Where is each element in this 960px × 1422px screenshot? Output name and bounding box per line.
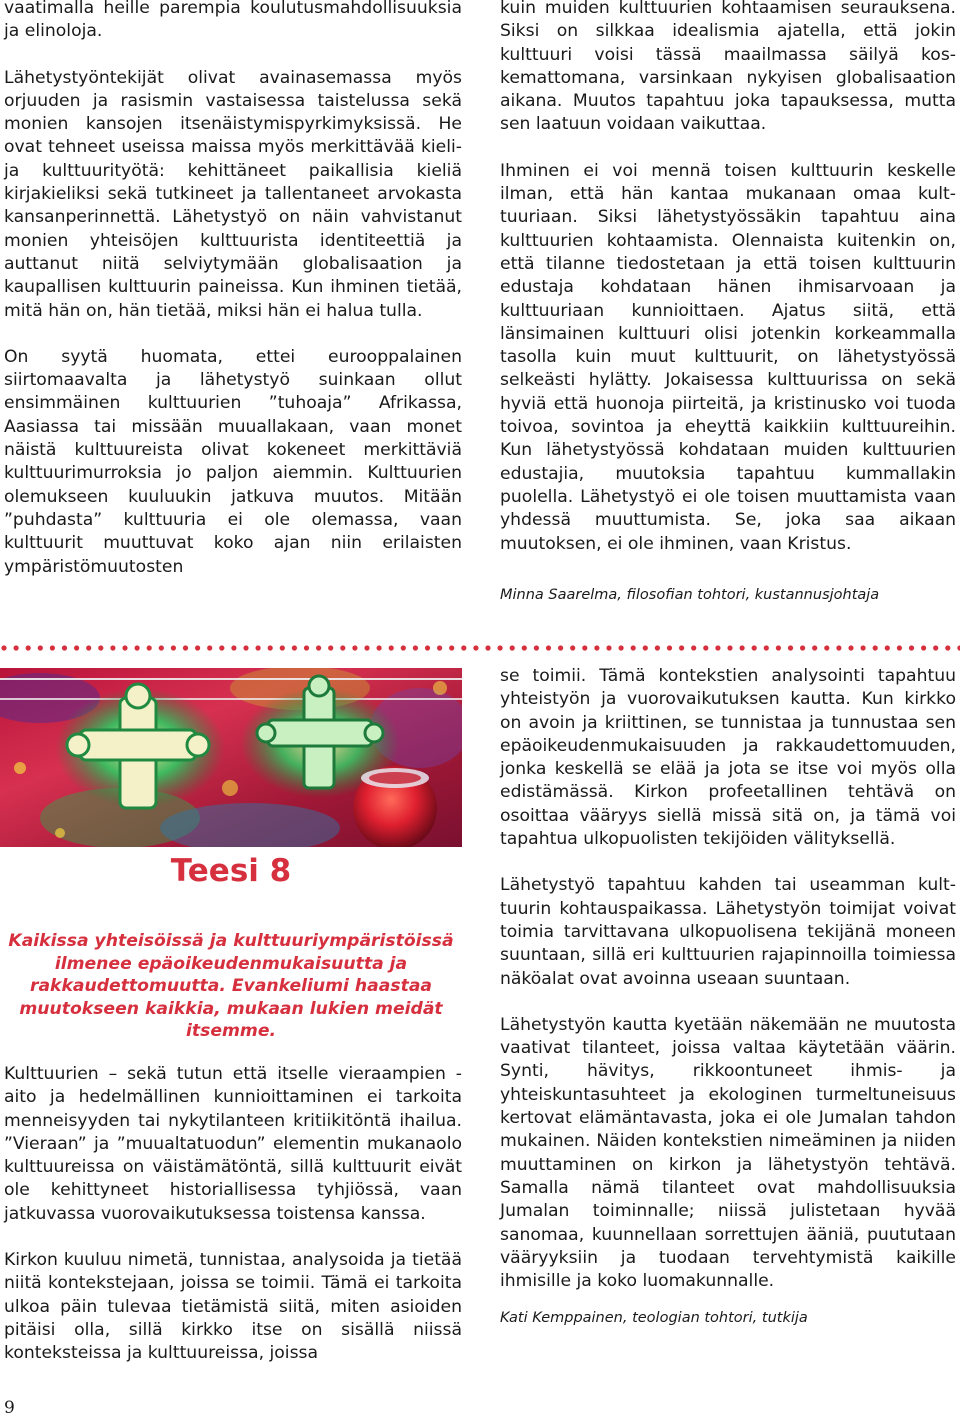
divider-dot xyxy=(243,645,248,650)
divider-dot xyxy=(74,645,79,650)
divider-dot xyxy=(377,645,382,650)
divider-dot xyxy=(425,645,430,650)
divider-dot xyxy=(231,645,236,650)
divider-dot xyxy=(352,645,357,650)
divider-dot xyxy=(897,645,902,650)
divider-dot xyxy=(534,645,539,650)
paragraph: Kulttuurien – sekä tutun että itselle vieraampien - aito ja hedelmällinen kunnioittaminen ei tarkoita menneisyyden tai nykytilanteen kritiikitöntä ihailua. ”Vieraan” ja ”muualtatuodun” elementin mukanaolo kulttuureissa on väistämätöntä, sillä kulttuurit eivät ole kehittyneet historiallisessa tyhjiössä, vaan jatkuvassa vuorovaikutuksessa toistensa kanssa. xyxy=(4,1064,462,1224)
divider-dot xyxy=(945,645,950,650)
divider-dot xyxy=(26,645,31,650)
divider-dot xyxy=(921,645,926,650)
divider-dot xyxy=(788,645,793,650)
divider-dot xyxy=(546,645,551,650)
divider-dot xyxy=(38,645,43,650)
divider-dot xyxy=(316,645,321,650)
divider-dot xyxy=(292,645,297,650)
paragraph: Ihminen ei voi mennä toisen kulttuurin keskelle ilman, että hän kantaa mukanaan omaa kulttuuriaan. Siksi lähetystyössäkin tapahtuu aina kulttuurien kohtaamista. Olennaista kuitenkin on, että tilanne tiedostetaan ja että toisen kulttuurin edustaja kohdataan hänen ihmisarvoaan ja kulttuuriaan kunnioittaen. Ajatus siitä, että länsimainen kulttuuri olisi jotenkin korkeammalla tasolla kuin muut kulttuurit, on lähetystyössä selkeästi hylätty. Jokaisessa kulttuurissa on sekä hyviä että huonoja piirteitä, ja kristinusko voi tuoda toivoa, sovintoa ja eheyttä kaikkiin kulttuureihin. Kun lähetystyössä kohdataan muiden kulttuurien edustajia, muutoksia tapahtuu kummallakin puolella. Lähetystyö ei ole toisen muuttamista vaan yhdessä muuttumista. Se, joka saa aikaan muutoksen, ei ole ihminen, vaan Kristus. xyxy=(500,160,956,554)
divider-dot xyxy=(473,645,478,650)
divider-dot xyxy=(848,645,853,650)
divider-dot xyxy=(461,645,466,650)
thesis-text: Kaikissa yhteisöissä ja kulttuuriympäristöissä ilmenee epäoikeudenmukaisuutta ja rakkaudettomuutta. Evankeliumi haastaa muutokseen kaikkia, mukaan lukien meidät itsemme. xyxy=(8,931,454,1041)
divider-dot xyxy=(62,645,67,650)
divider-dot xyxy=(413,645,418,650)
signature: Kati Kemppainen, teologian tohtori, tutkija xyxy=(500,1310,808,1327)
divider-dot xyxy=(679,645,684,650)
divider-dot xyxy=(691,645,696,650)
paragraph: Lähetystyön kautta kyetään näkemään ne muutosta vaativat tilanteet, joissa valtaa käytetään väärin. Synti, hävitys, rikkoontuneet ihmis- ja yhteiskuntasuhteet ja ekologinen turmeltuneisuus kertovat elämäntavasta, joka ei ole Jumalan tahdon mukainen. Näiden kontekstien nimeäminen ja niiden muuttaminen on kirkon ja lähetystyön tehtävä. Samalla nämä tilanteet ovat mahdollisuuksia Jumalan toiminnalle; niissä julistetaan hyvää sanomaa, kuunnellaan sorrettujen ääniä, puututaan vääryyksiin ja tuodaan tervehtymistä kaikille ihmisille ja koko luomakunnalle. xyxy=(500,1014,956,1292)
divider-dot xyxy=(800,645,805,650)
divider-dot xyxy=(207,645,212,650)
divider-dot xyxy=(389,645,394,650)
divider-dot xyxy=(861,645,866,650)
divider-dot xyxy=(812,645,817,650)
thesis-title: Teesi 8 xyxy=(170,853,292,889)
divider-dot xyxy=(643,645,648,650)
divider-dot xyxy=(619,645,624,650)
divider-dot xyxy=(498,645,503,650)
right-bottom-column xyxy=(500,665,956,1351)
paragraph: vaatimalla heille parempia koulutusmahdollisuuksia ja elinoloja. xyxy=(4,0,462,42)
divider-dot xyxy=(304,645,309,650)
divider-dot xyxy=(135,645,140,650)
divider-dot xyxy=(449,645,454,650)
divider-dot xyxy=(159,645,164,650)
left-bottom-column xyxy=(4,1063,462,1366)
divider-dot xyxy=(703,645,708,650)
signature: Minna Saarelma, filosofian tohtori, kustannusjohtaja xyxy=(500,586,880,603)
divider-dot xyxy=(122,645,127,650)
divider-dot xyxy=(764,645,769,650)
divider-dot xyxy=(558,645,563,650)
paragraph: se toimii. Tämä kontekstien analysointi tapahtuu yhteistyön ja vuorovaikutuksen kautta. Kun kirkko on avoin ja kriittinen, se tunnistaa ja tunnustaa sen epäoikeudenmukaisuuden ja rakkaudettomuuden, jonka keskellä se elää ja jota se itse voi myös olla edistämässä. Kirkon profeetallinen tehtävä on osoittaa vääryys siellä missä sitä on, ja tämä voi tapahtua ulkopuolisten tekijöiden välityksellä. xyxy=(500,666,956,850)
divider-dot xyxy=(570,645,575,650)
divider-dot xyxy=(933,645,938,650)
divider-dot xyxy=(510,645,515,650)
divider-dot xyxy=(655,645,660,650)
divider-dot xyxy=(582,645,587,650)
divider-dot xyxy=(110,645,115,650)
left-top-column xyxy=(4,0,462,579)
divider-dot xyxy=(824,645,829,650)
divider-dot xyxy=(631,645,636,650)
divider-dot xyxy=(606,645,611,650)
divider-dot xyxy=(873,645,878,650)
divider-dot xyxy=(1,645,6,650)
paragraph: On syytä huomata, ettei eurooppalainen siirtomaavalta ja lähetystyö suinkaan ollut ensimmäinen kulttuurien ”tuhoaja” Afrikassa, Aasiassa tai missään muuallakaan, vaan monet näistä kulttuureista olivat kokeneet merkittäviä kulttuurimurroksia jo paljon aiemmin. Kulttuurien olemukseen kuuluukin jatkuva muutos. Mitään ”puhdasta” kulttuuria ei ole olemassa, vaan kulttuurit muuttuvat koko ajan niin erilaisten ympäristömuutosten xyxy=(4,346,462,577)
divider-dot xyxy=(437,645,442,650)
divider-dot xyxy=(885,645,890,650)
right-top-column xyxy=(500,0,956,628)
divider-dot xyxy=(727,645,732,650)
paragraph: kuin muiden kulttuurien kohtaamisen seurauksena. Siksi on silkkaa idealismia ajatella, että jokin kulttuuri voisi tässä maailmassa säilyä koskemattomana, varsinkaan nykyisen globalisaation aikana. Muutos tapahtuu joka tapauksessa, mutta sen laatuun voidaan vaikuttaa. xyxy=(500,0,956,135)
divider-dot xyxy=(364,645,369,650)
divider-dot xyxy=(667,645,672,650)
divider-dot xyxy=(219,645,224,650)
divider-dot xyxy=(594,645,599,650)
divider-dot xyxy=(340,645,345,650)
paragraph: Kirkon kuuluu nimetä, tunnistaa, analysoida ja tietää niitä kontekstejaan, joissa se toimii. Tämä ei tarkoita ulkoa päin tulevaa tietämistä siitä, miten asioiden pitäisi olla, sillä kirkko itse on sisällä niissä konteksteissa ja kulttuureissa, joissa xyxy=(4,1250,462,1364)
paragraph: Lähetystyö tapahtuu kahden tai useamman kulttuurin kohtauspaikassa. Lähetystyön toimijat voivat toimia tarvittavana ulkopuolisena tekijänä moneen suuntaan, sillä eri kulttuurien rajapinnoilla toimiessa näköalat ovat avoinna useaan suuntaan. xyxy=(500,875,956,989)
divider-dot xyxy=(280,645,285,650)
divider-dot xyxy=(836,645,841,650)
divider-dot xyxy=(183,645,188,650)
cross-artwork-image xyxy=(0,668,462,847)
divider-dot xyxy=(401,645,406,650)
paragraph: Lähetystyöntekijät olivat avainasemassa myös orjuuden ja rasismin vastaisessa taistelussa sekä monien kansojen itsenäistymispyrkimyksissä. He ovat tehneet useissa maissa myös merkittävää kieli- ja kulttuurityötä: kehittäneet paikallisia kieliä kirjakieliksi sekä tutkineet ja tallentaneet arvokasta kansanperinnettä. Lähetystyö on näin vahvistanut monien yhteisöjen kulttuurista identiteettiä ja auttanut niitä selviytymään globalisaation ja kaupallisen kulttuurin paineissa. Kun ihminen tietää, mitä hän on, hän tietää, miksi hän ei halua tulla. xyxy=(4,67,462,321)
divider-dot xyxy=(171,645,176,650)
divider-dot xyxy=(195,645,200,650)
divider-dot xyxy=(86,645,91,650)
divider-dot xyxy=(715,645,720,650)
divider-dot xyxy=(268,645,273,650)
dotted-divider xyxy=(0,641,960,655)
page-number: 9 xyxy=(4,1398,15,1418)
divider-dot xyxy=(328,645,333,650)
divider-dot xyxy=(256,645,261,650)
divider-dot xyxy=(522,645,527,650)
divider-dot xyxy=(485,645,490,650)
divider-dot xyxy=(740,645,745,650)
divider-dot xyxy=(50,645,55,650)
divider-dot xyxy=(752,645,757,650)
divider-dot xyxy=(909,645,914,650)
divider-dot xyxy=(98,645,103,650)
divider-dot xyxy=(14,645,19,650)
divider-dot xyxy=(147,645,152,650)
divider-dot xyxy=(776,645,781,650)
